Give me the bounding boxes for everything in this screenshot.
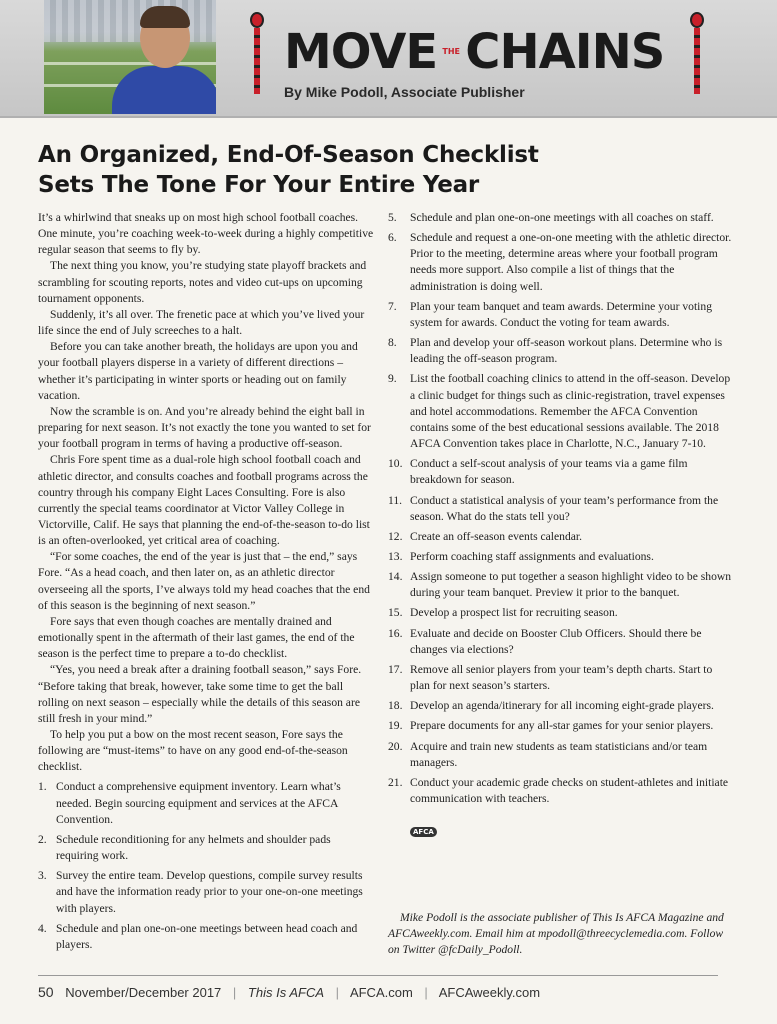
checklist-item: 13. Perform coaching staff assignments and evaluations. (388, 549, 654, 563)
checklist-item: 14. Assign someone to put together a season highlight video to be shown during your team banquet. Preview it prior to the banquet. (388, 570, 732, 600)
checklist-item: 7. Plan your team banquet and team awards. Determine your voting system for awards. Conduct the voting for team awards. (388, 299, 712, 329)
checklist-item: 12. Create an off-season events calendar. (388, 529, 583, 543)
pylon-icon (690, 12, 704, 96)
paragraph: To help you put a bow on the most recent season, Fore says the following are “must-items” to have on any good end-of-the-season checklist. (38, 728, 348, 774)
checklist-item: 15. Develop a prospect list for recruiting season. (388, 606, 618, 620)
paragraph: Before you can take another breath, the holidays are upon you and your football players disperse in a variety of different directions – whether it’s participating in winter sports or heading out on family vacation. (38, 340, 358, 402)
article-headline (38, 140, 738, 200)
column-title-middle: THE (442, 47, 461, 56)
footer-divider (38, 975, 718, 976)
paragraph: “Yes, you need a break after a draining football season,” says Fore. “Before taking that break, however, take some time to get the ball rolling on next season – especially while the details of this season are still fresh in your mind.” (38, 663, 362, 725)
paragraph: Chris Fore spent time as a dual-role high school football coach and athletic director, and consults coaches and football programs across the country through his company Eight Laces Consulting. Fore is also currently the special teams coordinator at Victor Valley College in Victorville, Calif. He says that planning the end-of-the-season to-do list is an often-overlooked, yet critical area of coaching. (38, 453, 370, 548)
checklist-left (38, 779, 374, 953)
article-column-left (38, 210, 374, 957)
page-number: 50 (38, 984, 54, 1000)
column-title-move: MOVE (284, 24, 438, 80)
checklist-item: 2. Schedule reconditioning for any helmets and shoulder pads requiring work. (38, 832, 331, 863)
checklist-item: 8. Plan and develop your off-season workout plans. Determine who is leading the off-season program. (388, 336, 723, 366)
afca-end-mark-icon: AFCA (410, 827, 437, 837)
author-photo (44, 0, 216, 114)
column-header-banner (0, 0, 777, 118)
website-link[interactable]: AFCAweekly.com (438, 985, 541, 1000)
magazine-name: This Is AFCA (247, 985, 325, 1000)
author-bio: Mike Podoll is the associate publisher of This Is AFCA Magazine and AFCAweekly.com. Email him at mpodoll@threecyclemedia.com. Follow on Twitter @fcDaily_Podoll. (388, 911, 724, 956)
headline-line-2: Sets The Tone For Your Entire Year (38, 172, 480, 198)
field-line (44, 62, 216, 65)
column-title-chains: CHAINS (465, 24, 665, 80)
checklist-item: 18. Develop an agenda/itinerary for all incoming eight-grade players. (388, 699, 714, 713)
checklist-item: 1. Conduct a comprehensive equipment inventory. Learn what’s needed. Begin sourcing equipment and services at the AFCA Convention. (38, 780, 341, 826)
checklist-item: 4. Schedule and plan one-on-one meetings between head coach and players. (38, 921, 358, 951)
author-shirt-shape (112, 66, 216, 114)
checklist-item: 20. Acquire and train new students as team statisticians and/or team managers. (388, 739, 708, 769)
checklist-item: 6. Schedule and request a one-on-one meeting with the athletic director. Prior to the meeting, determine areas where your football program needs more support. Also compile a list of things that the administration is doing well. (388, 231, 732, 293)
checklist-item: 17. Remove all senior players from your team’s depth charts. Start to plan for next season’s starters. (388, 662, 713, 693)
checklist-right (388, 210, 734, 839)
checklist-item: 10. Conduct a self-scout analysis of your teams via a game film breakdown for season. (388, 457, 688, 487)
checklist-item: 16. Evaluate and decide on Booster Club Officers. Should there be changes via elections? (388, 626, 702, 656)
page-footer (38, 984, 540, 1000)
checklist-item: 3. Survey the entire team. Develop questions, compile survey results and have the information ready prior to your one-on-one meetings with players. (38, 869, 363, 915)
paragraph: The next thing you know, you’re studying state playoff brackets and scrambling for scouting reports, notes and video cut-ups on upcoming tournament opponents. (38, 259, 367, 305)
footer-separator: | (335, 985, 340, 1000)
checklist-item: 5. Schedule and plan one-on-one meetings with all coaches on staff. (388, 211, 714, 224)
website-link[interactable]: AFCA.com (349, 985, 413, 1000)
article-column-right (388, 210, 734, 843)
paragraph: Suddenly, it’s all over. The frenetic pace at which you’ve lived your life since the end of July screeches to a halt. (38, 307, 365, 338)
issue-date: November/December 2017 (65, 985, 222, 1000)
checklist-item: 19. Prepare documents for any all-star games for your senior players. (388, 719, 714, 733)
pylon-icon (250, 12, 264, 96)
paragraph: Now the scramble is on. And you’re already behind the eight ball in preparing for next season. It’s not exactly the tone you wanted to set for your football program in terms of having a productive off-season. (38, 404, 371, 451)
paragraph: “For some coaches, the end of the year is just that – the end,” says Fore. “As a head coach, and then later on, as an athletic director overseeing all the sports, I’ve always told my head coaches that the end of this season is the beginning of next season.” (38, 550, 370, 612)
headline-line-1: An Organized, End-Of-Season Checklist (38, 142, 539, 168)
author-hair-shape (140, 6, 190, 28)
footer-separator: | (424, 985, 428, 1000)
paragraph: It’s a whirlwind that sneaks up on most high school football coaches. One minute, you’re coaching week-to-week during a highly competitive regular season that seems to fly by. (38, 211, 374, 257)
checklist-item (388, 823, 734, 839)
checklist-item: 11. Conduct a statistical analysis of your team’s performance from the season. What do the stats tell you? (388, 493, 719, 523)
checklist-item: 9. List the football coaching clinics to attend in the off-season. Develop a clinic budget for things such as clinic-registration, travel expenses and hotel accommodations. Remember the AFCA Convention contains some of the best educational sessions available. The 2018 AFCA Convention takes place in Charlotte, N.C., January 7-10. (388, 372, 731, 451)
checklist-item: 21. Conduct your academic grade checks on student-athletes and initiate communication with teachers. (388, 775, 729, 805)
column-title (284, 22, 664, 82)
byline: By Mike Podoll, Associate Publisher (284, 84, 525, 100)
footer-separator: | (232, 985, 237, 1000)
stadium-stands-shape (44, 0, 216, 42)
paragraph: Fore says that even though coaches are mentally drained and emotionally spent in the aftermath of their last games, the end of the season is the perfect time to prepare a to-do checklist. (38, 614, 355, 661)
